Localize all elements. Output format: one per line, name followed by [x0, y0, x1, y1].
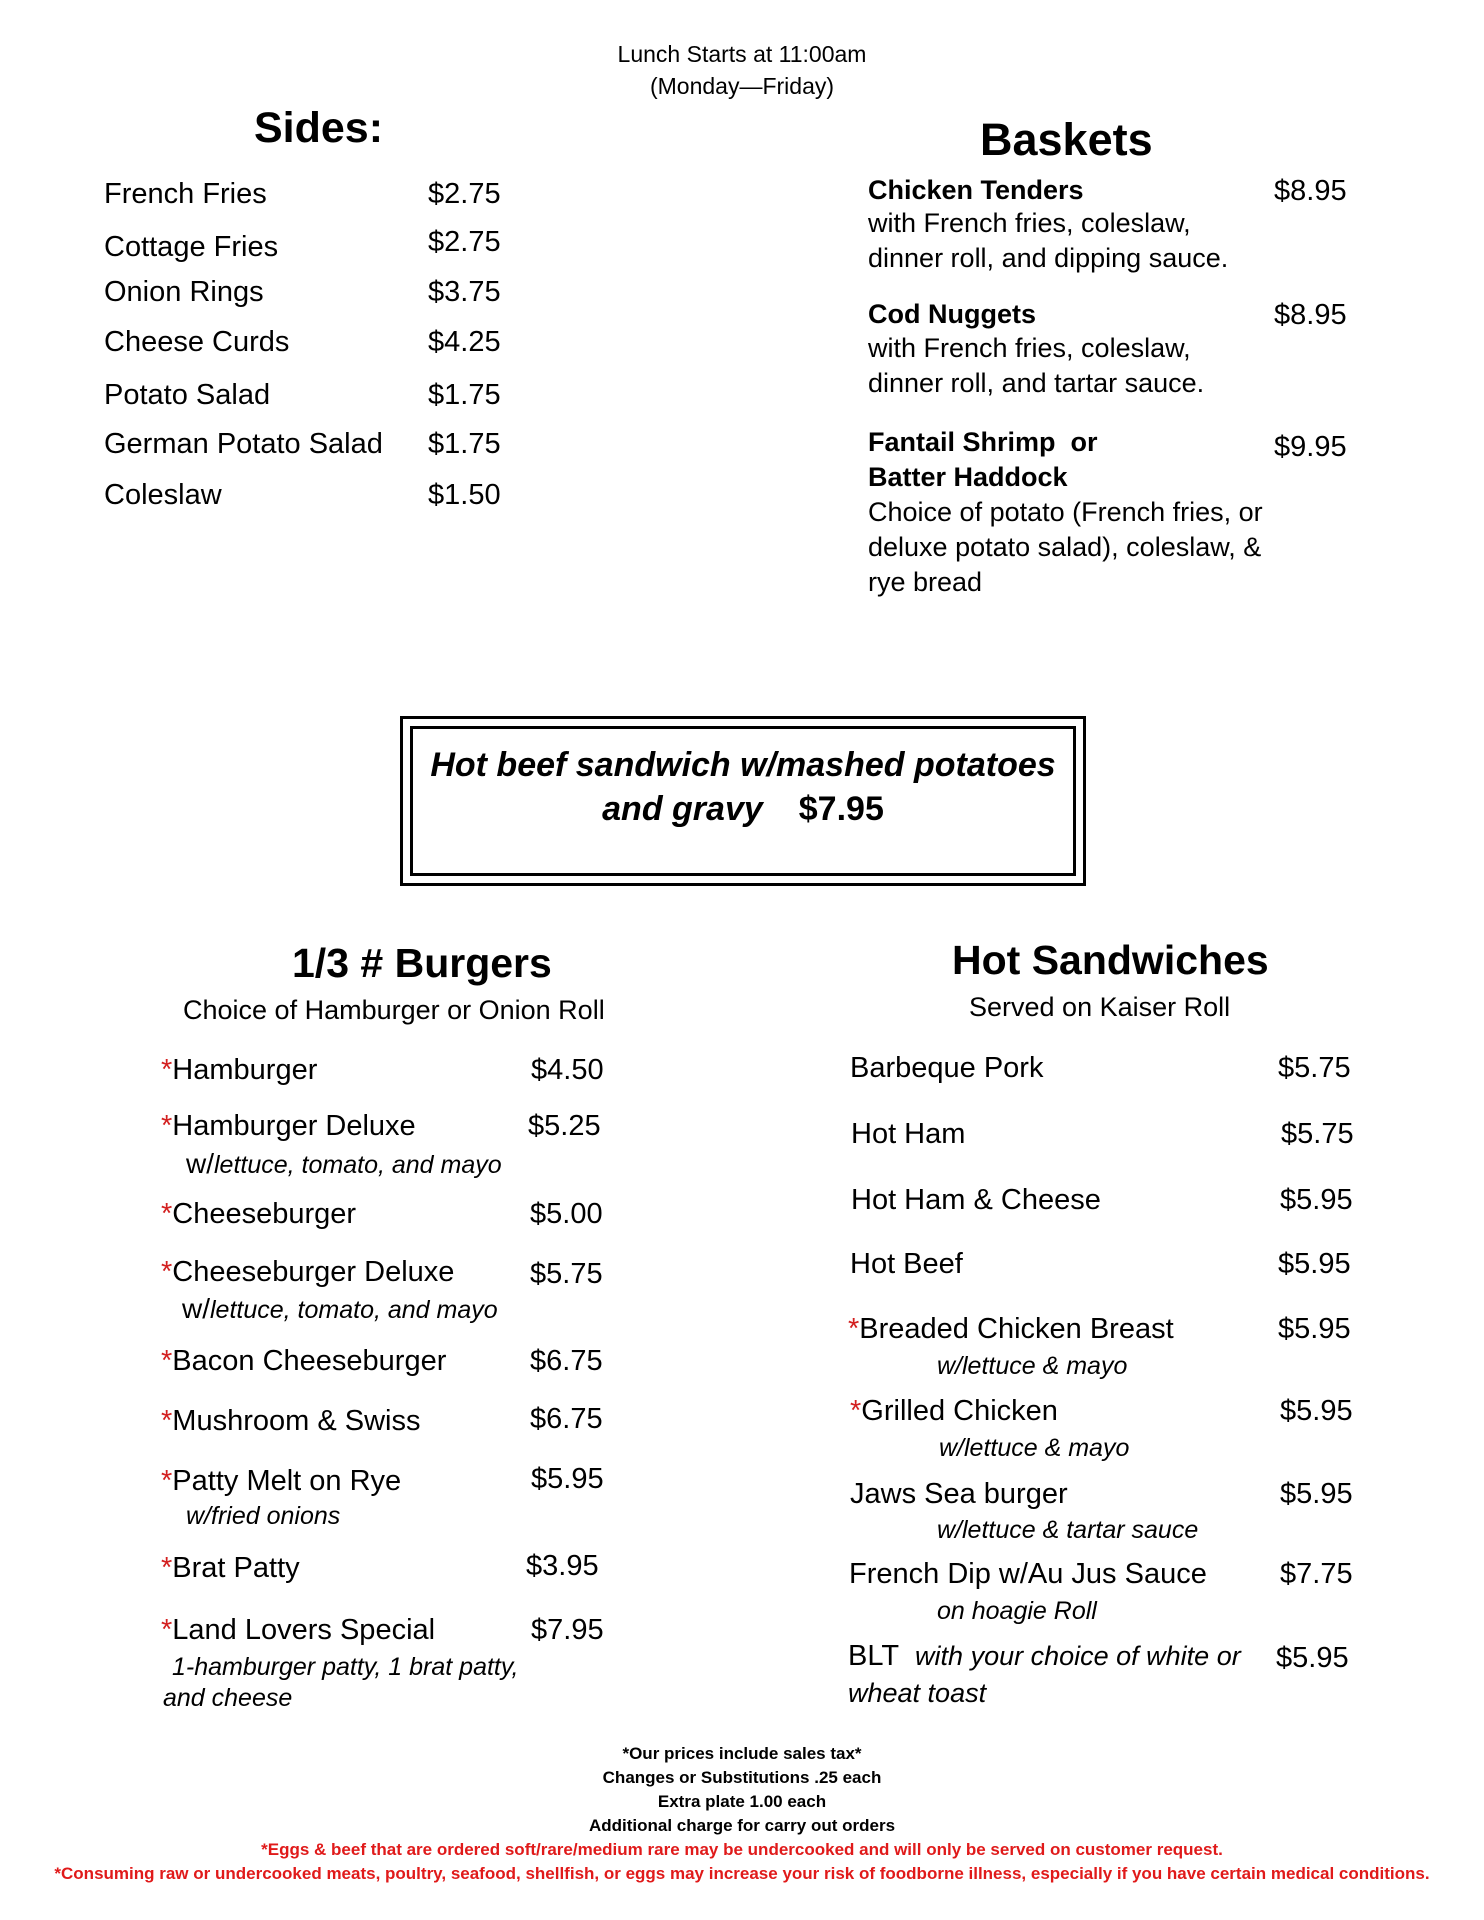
sandwich-item-price: $5.75: [1281, 1118, 1354, 1150]
burger-item-price: $3.95: [526, 1550, 599, 1582]
daily-special-item: and gravy: [602, 790, 763, 828]
burgers-title: 1/3 # Burgers: [292, 940, 552, 986]
sandwich-item-price: $5.95: [1280, 1184, 1353, 1216]
basket-item-price: $8.95: [1274, 175, 1347, 207]
side-item-name: Onion Rings: [104, 276, 264, 308]
sandwich-item-name: Hot Ham & Cheese: [851, 1184, 1101, 1216]
burger-item-price: $4.50: [531, 1054, 604, 1086]
burger-item: [161, 1256, 454, 1289]
basket-item-name: Fantail Shrimp or: [868, 427, 1098, 457]
footer-note-carry-out: Additional charge for carry out orders: [588, 1816, 896, 1835]
side-item-price: $2.75: [428, 226, 501, 258]
consumer-advisory-mark: *: [161, 1256, 173, 1288]
basket-item-description: with French fries, coleslaw, dinner roll, and tartar sauce.: [868, 333, 1205, 398]
daily-special-box: [400, 716, 1086, 886]
side-item-name: French Fries: [104, 178, 267, 210]
sandwich-item-description-line2: wheat toast: [848, 1678, 987, 1708]
burger-item-name: Cheeseburger Deluxe: [172, 1256, 455, 1288]
burger-item-description: 1-hamburger patty, 1 brat patty,: [172, 1653, 519, 1681]
burger-item-description: [186, 1148, 502, 1180]
burger-item-price: $6.75: [530, 1345, 603, 1377]
side-item-name: Coleslaw: [104, 479, 222, 511]
consumer-advisory-mark: *: [161, 1405, 173, 1437]
sandwich-item-price: $5.95: [1278, 1313, 1351, 1345]
side-item-name: Potato Salad: [104, 379, 271, 411]
burger-item-price: $5.25: [528, 1110, 601, 1142]
sandwich-item-description: w/lettuce & mayo: [939, 1434, 1130, 1462]
footer-warning-consumer-advisory: *Consuming raw or undercooked meats, poultry, seafood, shellfish, or eggs may increase your risk of foodborne illness, especially if you have certain medical conditions.: [54, 1864, 1430, 1883]
burger-item: [161, 1110, 416, 1143]
daily-special-text: [403, 743, 1083, 831]
sandwich-item-price: $7.75: [1280, 1558, 1353, 1590]
sandwich-item-price: $5.95: [1280, 1395, 1353, 1427]
burger-item-name: Patty Melt on Rye: [172, 1465, 402, 1497]
sandwich-item-name: Hot Ham: [851, 1118, 966, 1150]
sandwich-item-price: $5.95: [1276, 1642, 1349, 1674]
side-item-price: $1.75: [428, 379, 501, 411]
consumer-advisory-mark: *: [161, 1465, 173, 1497]
burger-item: [161, 1054, 317, 1087]
burger-item-description-line2: and cheese: [163, 1684, 293, 1712]
basket-item-description: with French fries, coleslaw, dinner roll, and dipping sauce.: [868, 208, 1229, 273]
basket-item-name: Chicken Tenders: [868, 175, 1084, 205]
description-prefix: w/: [186, 1148, 214, 1179]
basket-item-name-line2: Batter Haddock: [868, 462, 1068, 492]
burger-item: [161, 1552, 300, 1585]
sandwich-item: [850, 1395, 1058, 1428]
burger-item: [161, 1198, 356, 1231]
side-item-name: German Potato Salad: [104, 428, 383, 460]
side-item-name: Cottage Fries: [104, 231, 279, 263]
footer-note-substitutions: Changes or Substitutions .25 each: [602, 1768, 882, 1787]
sandwich-item-description: on hoagie Roll: [937, 1597, 1097, 1625]
sandwich-item-name: French Dip w/Au Jus Sauce: [849, 1558, 1207, 1590]
burger-item-name: Hamburger Deluxe: [172, 1110, 416, 1142]
description-text: lettuce, tomato, and mayo: [210, 1296, 498, 1324]
footer-warning-undercooked: *Eggs & beef that are ordered soft/rare/medium rare may be undercooked and will only be served on customer request.: [261, 1840, 1223, 1859]
consumer-advisory-mark: *: [161, 1614, 173, 1646]
sandwich-item-price: $5.95: [1280, 1478, 1353, 1510]
baskets-title: Baskets: [980, 114, 1153, 165]
basket-item-price: $9.95: [1274, 431, 1347, 463]
consumer-advisory-mark: *: [850, 1395, 862, 1427]
consumer-advisory-mark: *: [161, 1198, 173, 1230]
sandwich-item-name: Grilled Chicken: [861, 1395, 1058, 1427]
basket-item-price: $8.95: [1274, 299, 1347, 331]
hot-sandwiches-title: Hot Sandwiches: [952, 937, 1269, 983]
basket-item-name: Cod Nuggets: [868, 299, 1036, 329]
sandwich-item-price: $5.75: [1278, 1052, 1351, 1084]
sandwich-item-name: Barbeque Pork: [850, 1052, 1044, 1084]
consumer-advisory-mark: *: [161, 1552, 173, 1584]
sandwich-item-description: with your choice of white or: [915, 1641, 1241, 1671]
lunch-start-time: Lunch Starts at 11:00am: [617, 41, 867, 67]
consumer-advisory-mark: *: [161, 1345, 173, 1377]
burger-item-price: $5.95: [531, 1463, 604, 1495]
burger-item: [161, 1614, 435, 1647]
description-prefix: w/: [182, 1293, 210, 1324]
side-item-price: $3.75: [428, 276, 501, 308]
footer: [0, 1742, 1484, 1886]
burger-item-name: Land Lovers Special: [172, 1614, 436, 1646]
burger-item-name: Hamburger: [172, 1054, 318, 1086]
burger-item: [161, 1465, 401, 1498]
sandwich-item: [848, 1313, 1174, 1346]
daily-special-line1: Hot beef sandwich w/mashed potatoes: [430, 746, 1056, 784]
sandwich-item-name: Hot Beef: [850, 1248, 963, 1280]
sides-title: Sides:: [254, 104, 384, 152]
burger-item-name: Bacon Cheeseburger: [172, 1345, 447, 1377]
burger-item-price: $5.75: [530, 1258, 603, 1290]
burger-item: [161, 1405, 420, 1438]
daily-special-price: $7.95: [798, 790, 884, 828]
burger-item-price: $7.95: [531, 1614, 604, 1646]
sandwich-item-name: BLT: [848, 1640, 900, 1672]
consumer-advisory-mark: *: [161, 1054, 173, 1086]
hot-sandwiches-subtitle: Served on Kaiser Roll: [969, 992, 1231, 1022]
sandwich-item-price: $5.95: [1278, 1248, 1351, 1280]
consumer-advisory-mark: *: [161, 1110, 173, 1142]
daily-special-line2: [403, 787, 1083, 831]
side-item-price: $2.75: [428, 178, 501, 210]
burgers-subtitle: Choice of Hamburger or Onion Roll: [183, 995, 605, 1025]
sandwich-item-description: w/lettuce & mayo: [937, 1352, 1128, 1380]
side-item-price: $1.75: [428, 428, 501, 460]
burger-item-price: $5.00: [530, 1198, 603, 1230]
side-item-price: $1.50: [428, 479, 501, 511]
burger-item-name: Brat Patty: [172, 1552, 300, 1584]
sandwich-item: [848, 1640, 1241, 1673]
sandwich-item-description: w/lettuce & tartar sauce: [937, 1516, 1199, 1544]
burger-item-description: [182, 1293, 498, 1325]
side-item-price: $4.25: [428, 326, 501, 358]
sandwich-item-name: Breaded Chicken Breast: [859, 1313, 1174, 1345]
burger-item-name: Mushroom & Swiss: [172, 1405, 421, 1437]
burger-item: [161, 1345, 446, 1378]
side-item-name: Cheese Curds: [104, 326, 290, 358]
footer-note-tax: *Our prices include sales tax*: [622, 1744, 862, 1763]
burger-item-name: Cheeseburger: [172, 1198, 357, 1230]
consumer-advisory-mark: *: [848, 1313, 860, 1345]
description-text: lettuce, tomato, and mayo: [214, 1151, 502, 1179]
basket-item-description: Choice of potato (French fries, or deluxe potato salad), coleslaw, & rye bread: [868, 497, 1263, 597]
lunch-days: (Monday—Friday): [649, 73, 835, 99]
burger-item-description: w/fried onions: [186, 1502, 341, 1530]
footer-note-extra-plate: Extra plate 1.00 each: [657, 1792, 827, 1811]
lunch-hours: [542, 38, 942, 102]
sandwich-item-name: Jaws Sea burger: [850, 1478, 1068, 1510]
burger-item-price: $6.75: [530, 1403, 603, 1435]
